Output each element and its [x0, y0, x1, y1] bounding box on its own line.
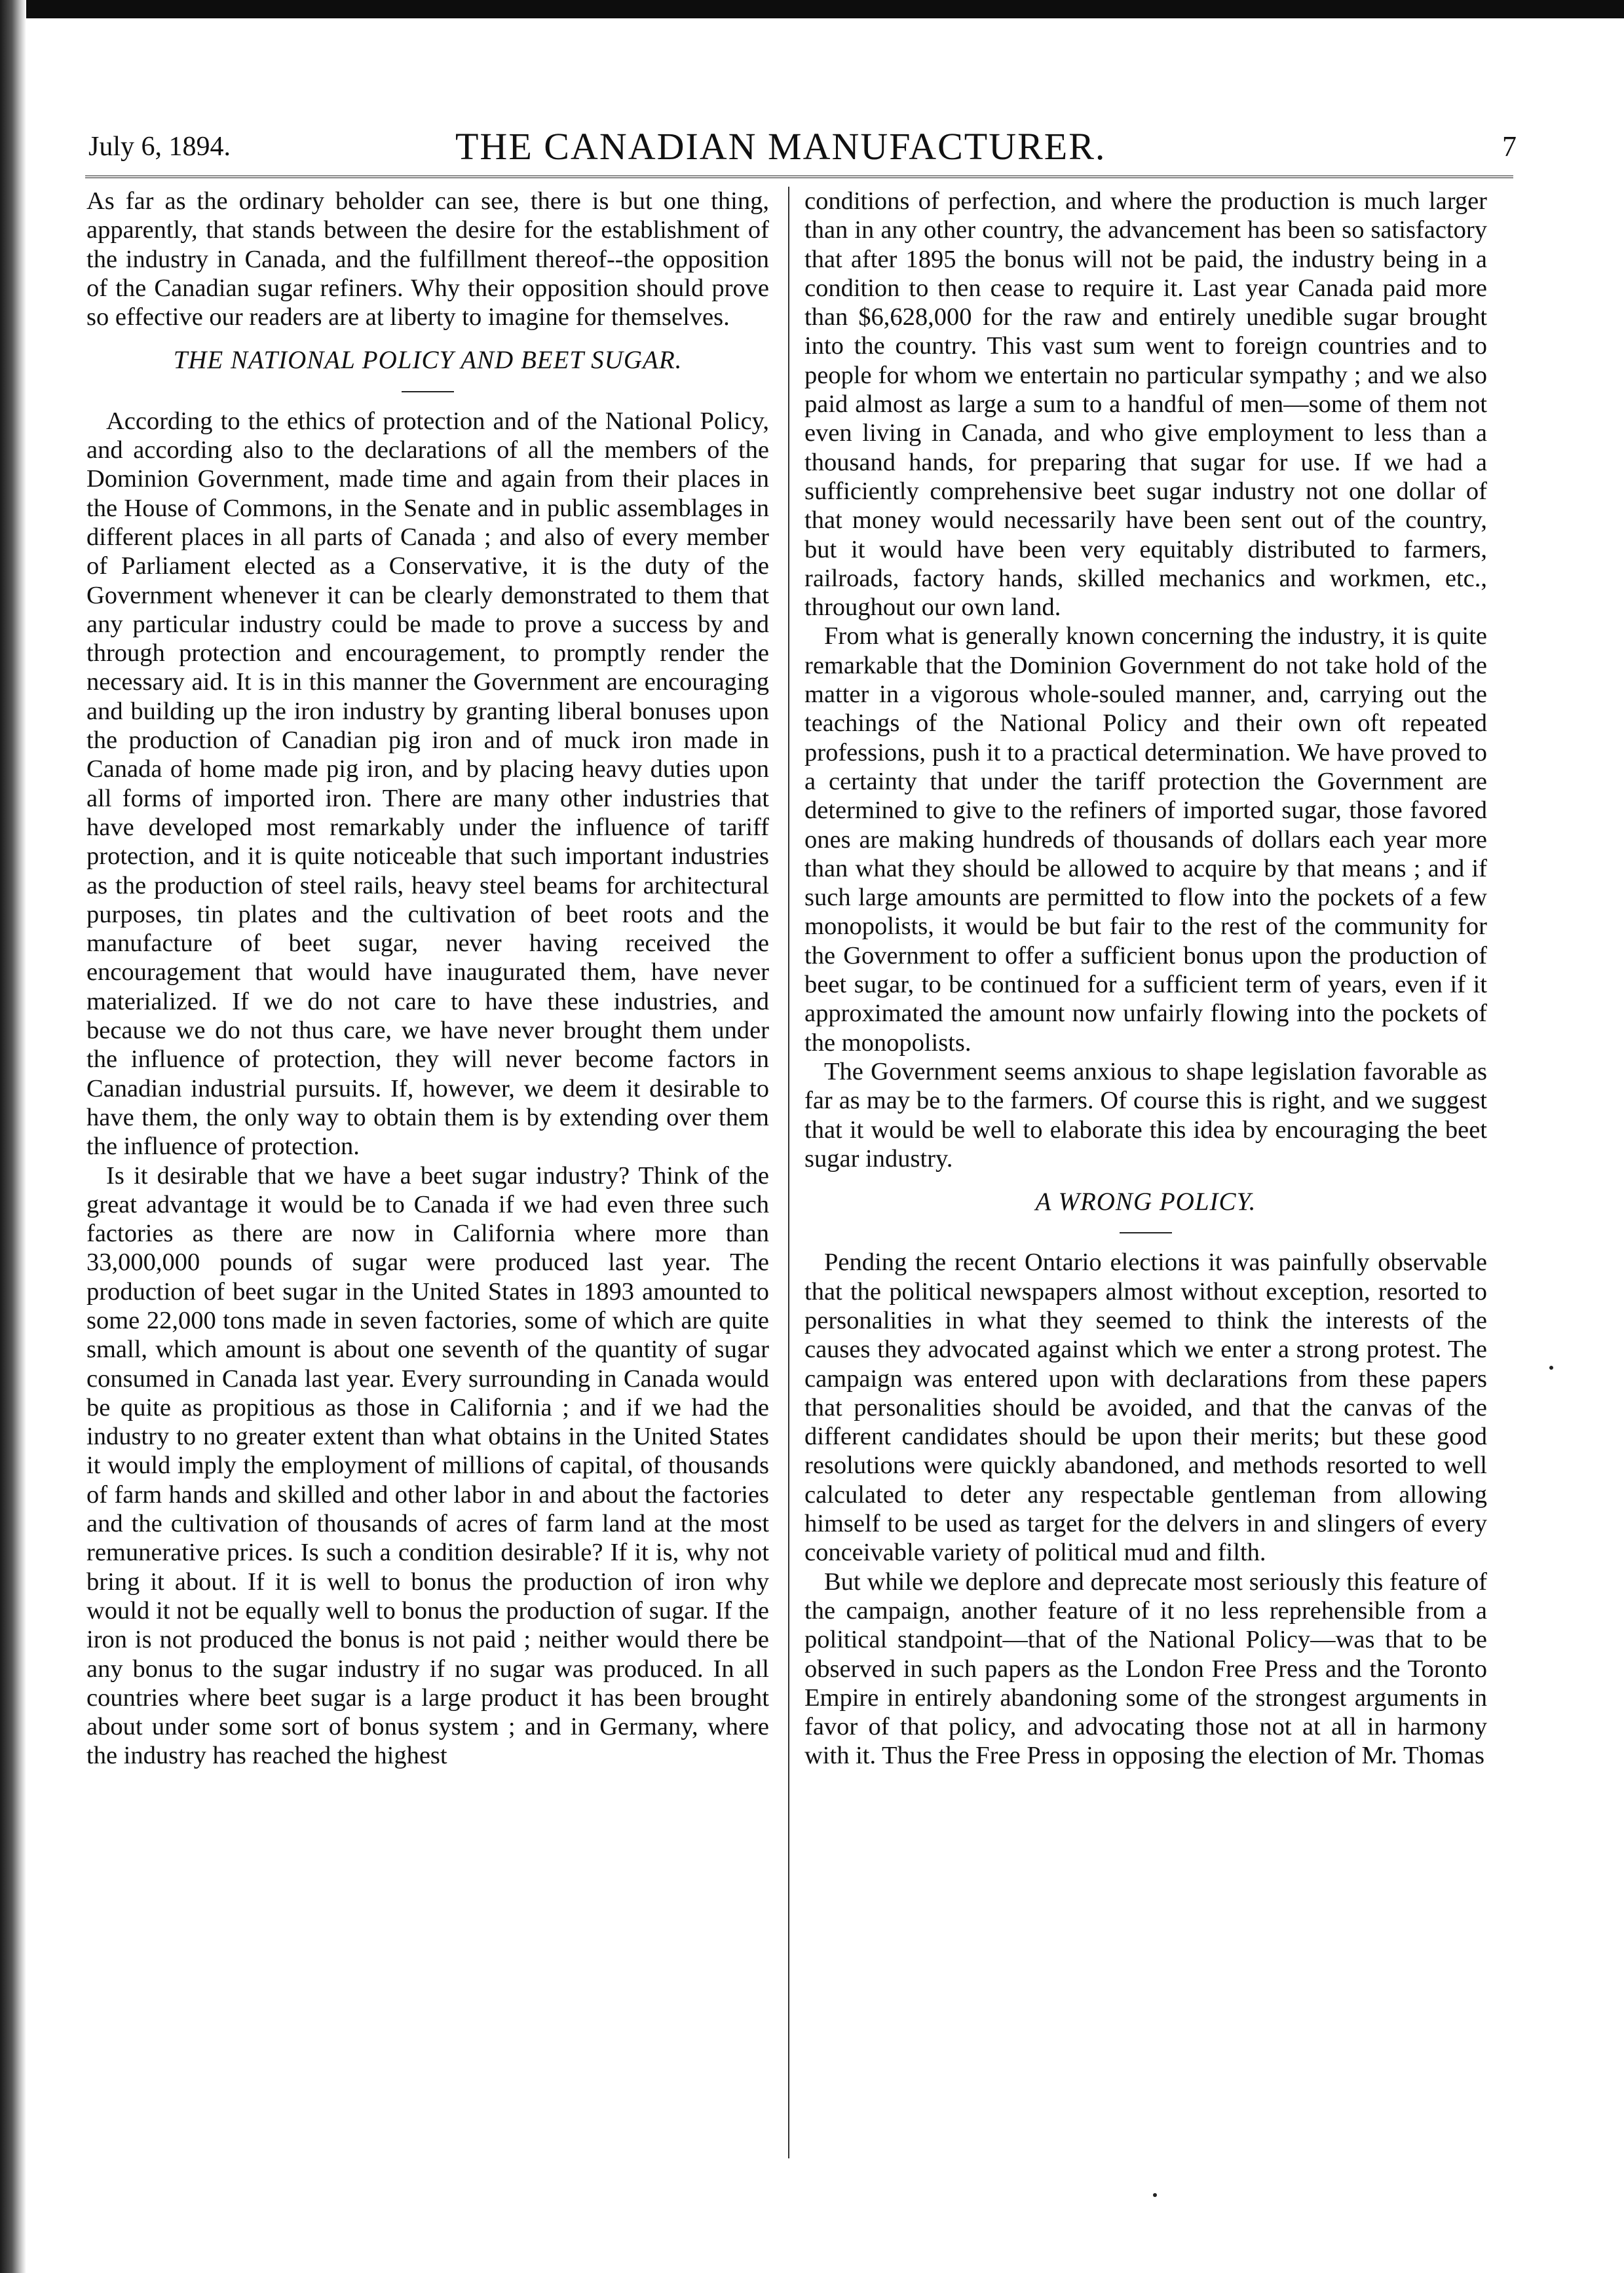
header-rule: [85, 176, 1513, 178]
column-divider: [788, 187, 789, 2158]
issue-date: July 6, 1894.: [88, 132, 231, 162]
binding-edge: [0, 0, 26, 2273]
article-paragraph: But while we deplore and deprecate most seriously this feature of the campaign, another feature of it no less reprehensible from a political standpoint—that of the National Policy—was that to be observed in such papers as the London Free Press and the Toronto Empire in entirely abandoning some of the strongest arguments in favor of that policy, and advocating those not at all in harmony with it. Thus the Free Press in opposing the election of Mr. Thomas: [804, 1568, 1487, 1770]
article-paragraph: Is it desirable that we have a beet sugar industry? Think of the great advantage it would be to Canada if we had even three such factories as there are now in California where more than 33,000,000 pounds of sugar were produced last year. The production of beet sugar in the United States in 1893 amounted to some 22,000 tons made in seven factories, some of which are quite small, which amount is about one seventh of the quantity of sugar consumed in Canada last year. Every surrounding in Canada would be quite as propitious as those in California ; and if we had the industry to no greater extent than what obtains in the United States it would imply the employment of millions of capital, of thousands of farm hands and skilled and other labor in and about the factories and the cultivation of thousands of acres of farm land at the most remunerative prices. Is such a condition desirable? If it is, why not bring it about. If it is well to bonus the production of iron why would it not be equally well to bonus the production of sugar. If the iron is not produced the bonus is not paid ; neither would there be any bonus to the sugar industry if no sugar was produced. In all countries where beet sugar is a large product it has been brought about under some sort of bonus system ; and in Germany, where the industry has reached the highest: [86, 1161, 769, 1770]
top-edge-band: [0, 0, 1624, 18]
article-paragraph: The Government seems anxious to shape legislation favorable as far as may be to the farmers. Of course this is right, and we suggest that it would be well to elaborate this idea by encouraging the beet sugar industry.: [804, 1057, 1487, 1173]
heading-separator: [1120, 1232, 1172, 1233]
right-column: [804, 187, 1487, 1771]
article-paragraph: Pending the recent Ontario elections it was painfully observable that the political newspapers almost without exception, resorted to personalities in what they seemed to think the interests of the causes they advocated against which we enter a strong protest. The campaign was entered upon with declarations from these papers that personalities should be avoided, and that the canvas of the different candidates should be upon their merits; but these good resolutions were quickly abandoned, and methods resorted to well calculated to deter any respectable gentleman from allowing himself to be used as target for the delvers in and slingers of every conceivable variety of political mud and filth.: [804, 1249, 1487, 1567]
article-paragraph: According to the ethics of protection and of the National Policy, and according also to the declarations of all the members of the Dominion Government, made time and again from their places in the House of Commons, in the Senate and in public assemblages in different places in all parts of Canada ; and also of every member of Parliament elected as a Conservative, it is the duty of the Government whenever it can be clearly demonstrated to them that any particular industry could be made to prove a success by and through protection and encouragement, to promptly render the necessary aid. It is in this manner the Government are encouraging and building up the iron industry by granting liberal bonuses upon the production of Canadian pig iron and of muck iron made in Canada of home made pig iron, and by placing heavy duties upon all forms of imported iron. There are many other industries that have developed most remarkably under the influence of tariff protection, and it is quite noticeable that such important industries as the production of steel rails, heavy steel beams for architectural purposes, tin plates and the cultivation of beet roots and the manufacture of beet sugar, never having received the encouragement that would have inaugurated them, have never materialized. If we do not care to have these industries, and because we do not thus care, we have never brought them under the influence of protection, they will never become factors in Canadian industrial pursuits. If, however, we deem it desirable to have them, the only way to obtain them is by extending over them the influence of protection.: [86, 407, 769, 1161]
article-paragraph-continued: conditions of perfection, and where the production is much larger than in any other country, the advancement has been so satisfactory that after 1895 the bonus will not be paid, the industry being in a condition to then cease to require it. Last year Canada paid more than $6,628,000 for the raw and entirely unedible sugar brought into the country. This vast sum went to foreign countries and to people for whom we entertain no particular sympathy ; and we also paid almost as large a sum to a handful of men—some of them not even living in Canada, and who give employment to less than a thousand hands, for preparing that sugar for use. If we had a sufficiently comprehensive beet sugar industry not one dollar of that money would necessarily have been sent out of the country, but it would have been very equitably distributed to farmers, railroads, factory hands, skilled mechanics and workmen, etc., throughout our own land.: [804, 187, 1487, 622]
page-header: [88, 124, 1517, 177]
heading-separator: [402, 391, 454, 392]
article-heading-national-policy: THE NATIONAL POLICY AND BEET SUGAR.: [173, 346, 683, 375]
article-paragraph: From what is generally known concerning the industry, it is quite remarkable that the Dominion Government do not take hold of the matter in a vigorous whole-souled manner, and, carrying out the teachings of the National Policy and their own oft repeated professions, push it to a practical determination. We have proved to a certainty that under the tariff protection the Government are determined to give to the refiners of imported sugar, those favored ones are making hundreds of thousands of dollars each year more than what they should be allowed to acquire by that means ; and if such large amounts are permitted to flow into the pockets of a few monopolists, it would be but fair to the rest of the community for the Government to offer a sufficient bonus upon the production of beet sugar, to be continued for a sufficient term of years, even if it approximated the amount now unfairly flowing into the pockets of the monopolists.: [804, 622, 1487, 1057]
intro-paragraph: As far as the ordinary beholder can see, there is but one thing, apparently, that stands between the desire for the establishment of the industry in Canada, and the fulfillment thereof--the opposition of the Canadian sugar refiners. Why their opposition should prove so effective our readers are at liberty to imagine for themselves.: [86, 187, 769, 331]
scan-speck: [1153, 2193, 1157, 2197]
article-heading-wrong-policy: A WRONG POLICY.: [1035, 1188, 1256, 1216]
scan-speck: [1549, 1366, 1553, 1370]
left-column: [86, 187, 769, 1771]
page-number: 7: [1502, 130, 1517, 162]
masthead-title: THE CANADIAN MANUFACTURER.: [455, 125, 1106, 168]
